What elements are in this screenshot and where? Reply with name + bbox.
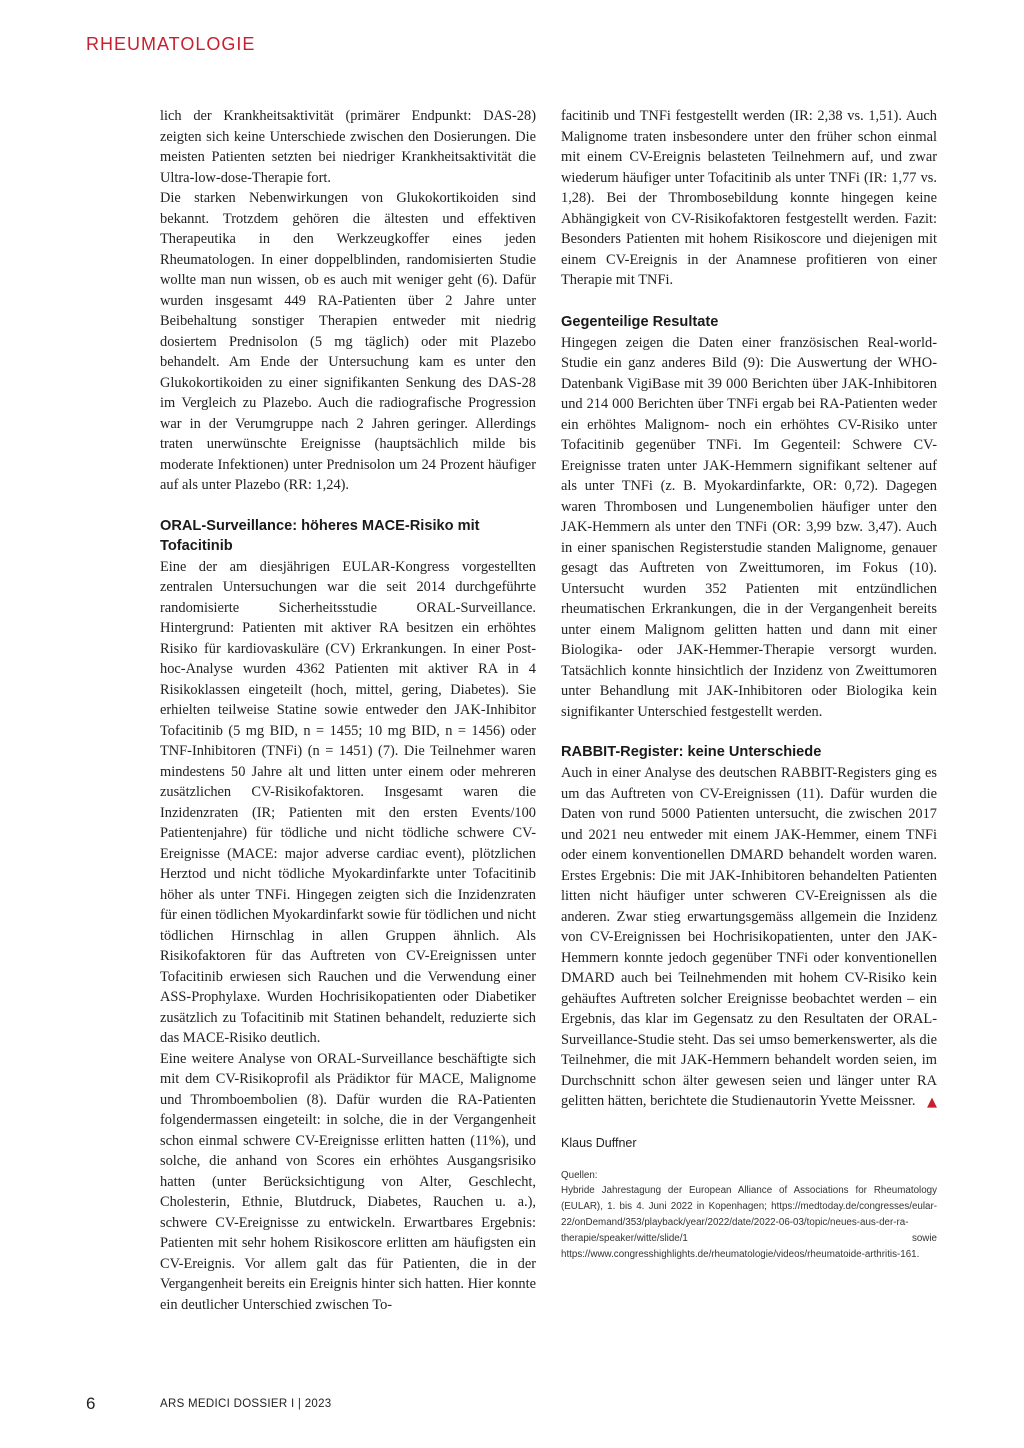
sources-text: Hybride Jahrestagung der European Alliance of Associations for Rheumatology (EULAR), 1. bis 4. Juni 2022 in Kopenhagen; https://medtoday.de/congresses/eular-22/onDemand/353/playback/year/2022/date/2022-06-03/topic/neues-aus-der-ra-therapie/speaker/witte/slide/1 sowie https://www.congresshighlights.de/rheumatologie/videos/rheumatoide-arthritis-161.	[561, 1184, 937, 1260]
right-column	[561, 106, 937, 1263]
section-heading: RABBIT-Register: keine Unterschiede	[561, 744, 822, 760]
section-heading: Gegenteilige Resultate	[561, 313, 719, 330]
sources-label: Quellen:	[561, 1169, 598, 1181]
end-of-article-triangle-icon: ▲	[927, 1095, 937, 1110]
section-heading: ORAL-Surveillance: höheres MACE-Risiko mit Tofacitinib	[160, 517, 480, 554]
author-name: Klaus Duffner	[561, 1135, 637, 1150]
paragraph: Eine der am diesjährigen EULAR-Kongress vorgestellten zentralen Untersuchungen war die seit 2014 durchgeführte randomisierte Sicherheitsstudie ORAL-Surveillance. Hintergrund: Patienten mit aktiver RA besitzen ein erhöhtes Risiko für kardiovaskuläre (CV) Erkrankungen. In einer Post-hoc-Analyse wurden 4362 Patienten mit aktiver RA in 4 Risikoklassen eingeteilt (hoch, mittel, gering, Diabetes). Sie erhielten teilweise Statine sowie entweder den JAK-Inhibitor Tofacitinib (5 mg BID, n = 1455; 10 mg BID, n = 1456) oder TNF-Inhibitoren (TNFi) (n = 1451) (7). Die Teilnehmer waren mindestens 50 Jahre alt und litten unter einem oder mehreren zusätzlichen CV-Risikofaktoren. Insgesamt waren die Inzidenzraten (IR; Patienten mit den ersten Events/100 Patientenjahre) für tödliche und nicht tödliche schwere CV-Ereignisse (MACE: major adverse cardiac event), plötzlichen Herztod und nicht tödliche Myokardinfarkte unter Tofacitinib höher als unter TNFi. Hingegen zeigten sich die Inzidenzraten für einen tödlichen Myokardinfarkt sowie für tödlichen und nicht tödlichen Hirnschlag in allen Gruppen ähnlich. Als Risikofaktoren für das Auftreten von CV-Ereignissen unter Tofacitinib erwiesen sich Rauchen und die Verwendung einer ASS-Prophylaxe. Wurden Hochrisikopatienten oder Diabetiker zusätzlich zu Tofacitinib mit Statinen behandelt, reduzierte sich das MACE-Risiko deutlich.	[160, 558, 536, 1046]
section-header: RHEUMATOLOGIE	[86, 34, 256, 54]
paragraph: facitinib und TNFi festgestellt werden (IR: 2,38 vs. 1,51). Auch Malignome traten insbesondere unter den früher schon einmal mit einem CV-Ereignis belasteten Teilnehmern auf, und zwar wiederum häufiger unter Tofacitinib als unter TNFi (IR: 1,77 vs. 1,28). Bei der Thrombosebildung konnte hingegen keine Abhängigkeit von CV-Risikofaktoren festgestellt werden. Fazit: Besonders Patienten mit hohem Risikoscore und diejenigen mit einem CV-Ereignis in der Anamnese profitieren von einer Therapie mit TNFi.	[561, 108, 937, 288]
paragraph: Eine weitere Analyse von ORAL-Surveillance beschäftigte sich mit dem CV-Risikoprofil als Prädiktor für MACE, Malignome und Thromboembolien (8). Dafür wurden die RA-Patienten folgendermassen eingeteilt: in solche, die in der Vergangenheit schon einmal schwere CV-Ereignisse erlitten hatten (11%), und solche, die anhand von Scores ein erhöhtes Ausgangsrisiko hatten (unter Berücksichtigung von Alter, Geschlecht, Cholesterin, Ethnie, Blutdruck, Diabetes, Rauchen u. a.), schwere CV-Ereignisse zu entwickeln. Erwartbares Ergebnis: Patienten mit sehr hohem Risikoscore erlitten am häufigsten ein CV-Ereignis. Vor allem galt das für Patienten, die in der Vergangenheit bereits ein Ereignis hinter sich hatten. Hier konnte ein deutlicher Unterschied zwischen To-	[160, 1050, 536, 1313]
paragraph: lich der Krankheitsaktivität (primärer Endpunkt: DAS-28) zeigten sich keine Unterschiede zwischen den Dosierungen. Die meisten Patienten setzten bei niedriger Krankheitsaktivität die Ultra-low-dose-Therapie fort.	[160, 108, 536, 186]
paragraph-final	[561, 763, 937, 1112]
paragraph: Hingegen zeigen die Daten einer französischen Real-world-Studie ein ganz anderes Bild (9): Die Auswertung der WHO-Datenbank VigiBase mit 39 000 Berichten über JAK-Inhibitoren und 214 000 Berichten über TNFi ergab bei RA-Patienten weder ein erhöhtes Malignom- noch ein erhöhtes CV-Risiko unter Tofacitinib gegenüber TNFi. Im Gegenteil: Schwere CV-Ereignisse traten unter JAK-Hemmern signifikant seltener auf als unter TNFi (z. B. Myokardinfarkte, OR: 0,72). Dagegen waren Thrombosen und Lungenembolien häufiger unter den JAK-Hemmern als unter den TNFi (OR: 3,99 bzw. 3,47). Auch in einer spanischen Registerstudie standen Malignome, genauer gesagt das Auftreten von Zweittumoren, im Fokus (10). Untersucht wurden 352 Patienten mit entzündlichen rheumatischen Erkrankungen, die in der Vergangenheit bereits unter einem Malignom gelitten hatten und dann mit einer Biologika- oder JAK-Hemmer-Therapie versorgt wurden. Tatsächlich konnte hinsichtlich der Inzidenz von Zweittumoren unter Behandlung mit JAK-Inhibitoren oder Biologika kein signifikanter Unterschied festgestellt werden.	[561, 334, 937, 720]
publication-footer: ARS MEDICI DOSSIER I | 2023	[160, 1398, 332, 1410]
paragraph: Die starken Nebenwirkungen von Glukokortikoiden sind bekannt. Trotzdem gehören die ältesten und effektiven Therapeutika in den Werkzeugkoffer eines jeden Rheumatologen. In einer doppelblinden, randomisierten Studie wollte man nun wissen, ob es auch mit weniger geht (6). Dafür wurden insgesamt 449 RA-Patienten über 2 Jahre unter Beibehaltung sonstiger Therapien entweder mit niedrig dosiertem Prednisolon (5 mg täglich) oder mit Plazebo behandelt. Am Ende der Untersuchung kam es unter den Glukokortikoiden zu einer signifikanten Senkung des DAS-28 im Vergleich zu Plazebo. Auch die radiografische Progression war in der Verumgruppe nach 2 Jahren geringer. Allerdings traten unerwünschte Ereignisse (hauptsächlich milde bis moderate Infektionen) unter Prednisolon um 24 Prozent häufiger auf als unter Plazebo (RR: 1,24).	[160, 190, 536, 493]
left-column	[160, 106, 536, 1315]
paragraph-final-text: Auch in einer Analyse des deutschen RABBIT-Registers ging es um das Auftreten von CV-Ereignissen (11). Dafür wurden die Daten von rund 5000 Patienten untersucht, die zwischen 2017 und 2021 neu entweder mit einem JAK-Hemmer, einem TNFi oder einem konventionellen DMARD behandelt worden waren. Erstes Ergebnis: Die mit JAK-Inhibitoren behandelten Patienten litten nicht häufiger unter schweren CV-Ereignissen als die anderen. Zwar stieg erwartungsgemäss allgemein die Inzidenz von CV-Ereignissen bei Hochrisikopatienten, unter den JAK-Hemmern konnte jedoch gegenüber TNFi oder konventionellen DMARD auch bei Teilnehmenden mit hohem CV-Risiko kein gehäuftes Auftreten solcher Ereignisse beobachtet werden – ein Ergebnis, das klar im Gegensatz zu den Resultaten der ORAL-Surveillance-Studie steht. Das sei umso bemerkenswerter, als die Teilnehmer, die mit JAK-Hemmern behandelt worden seien, im Durchschnitt schon älter gewesen seien und länger unter RA gelitten hätten, berichtete die Studienautorin Yvette Meissner.	[561, 765, 937, 1109]
page-number: 6	[86, 1394, 96, 1413]
